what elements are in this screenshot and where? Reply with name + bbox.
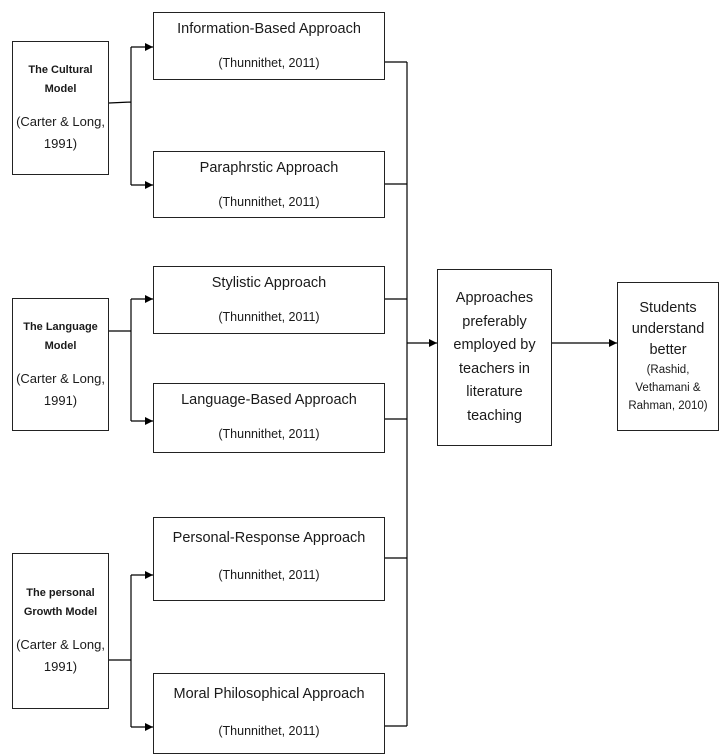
students-understand-better-box <box>617 282 719 431</box>
cultural-model-box <box>12 41 109 175</box>
language-model-connector <box>109 299 131 421</box>
center-box-text: Approaches preferably employed by teachers in literature teaching <box>453 290 536 424</box>
model-name: The Cultural Model <box>28 64 93 95</box>
information-based-approach-box <box>153 12 385 80</box>
paraphrastic-approach-box <box>153 151 385 218</box>
personal-growth-model-box <box>12 553 109 709</box>
approach-title: Stylistic Approach <box>211 275 327 291</box>
approach-collector-lines <box>385 62 407 726</box>
approach-title: Personal-Response Approach <box>172 530 366 546</box>
approach-citation: (Thunnithet, 2011) <box>218 724 320 738</box>
approach-title: Information-Based Approach <box>177 21 361 37</box>
model-citation: (Carter & Long, 1991) <box>16 370 105 408</box>
personal-growth-model-connector <box>109 575 131 727</box>
model-citation: (Carter & Long, 1991) <box>16 114 105 151</box>
approach-citation: (Thunnithet, 2011) <box>218 427 320 441</box>
approach-citation: (Thunnithet, 2011) <box>218 310 320 324</box>
cultural-model-connector <box>109 47 131 185</box>
model-name: The Language Model <box>23 320 98 352</box>
approaches-employed-box <box>437 269 552 446</box>
language-based-approach-box <box>153 383 385 453</box>
approach-title: Language-Based Approach <box>181 392 357 408</box>
approach-title: Moral Philosophical Approach <box>173 686 365 702</box>
outcome-text: Students understand better <box>631 300 705 358</box>
approach-citation: (Thunnithet, 2011) <box>218 195 320 209</box>
approach-citation: (Thunnithet, 2011) <box>218 568 320 582</box>
language-model-box <box>12 298 109 431</box>
approach-citation: (Thunnithet, 2011) <box>218 56 320 70</box>
model-citation: (Carter & Long, 1991) <box>16 637 105 674</box>
stylistic-approach-box <box>153 266 385 334</box>
outcome-citation: (Rashid, Vethamani & Rahman, 2010) <box>628 364 708 412</box>
approach-title: Paraphrstic Approach <box>199 160 339 176</box>
moral-philosophical-approach-box <box>153 673 385 754</box>
model-name: The personal Growth Model <box>23 587 98 618</box>
personal-response-approach-box <box>153 517 385 601</box>
